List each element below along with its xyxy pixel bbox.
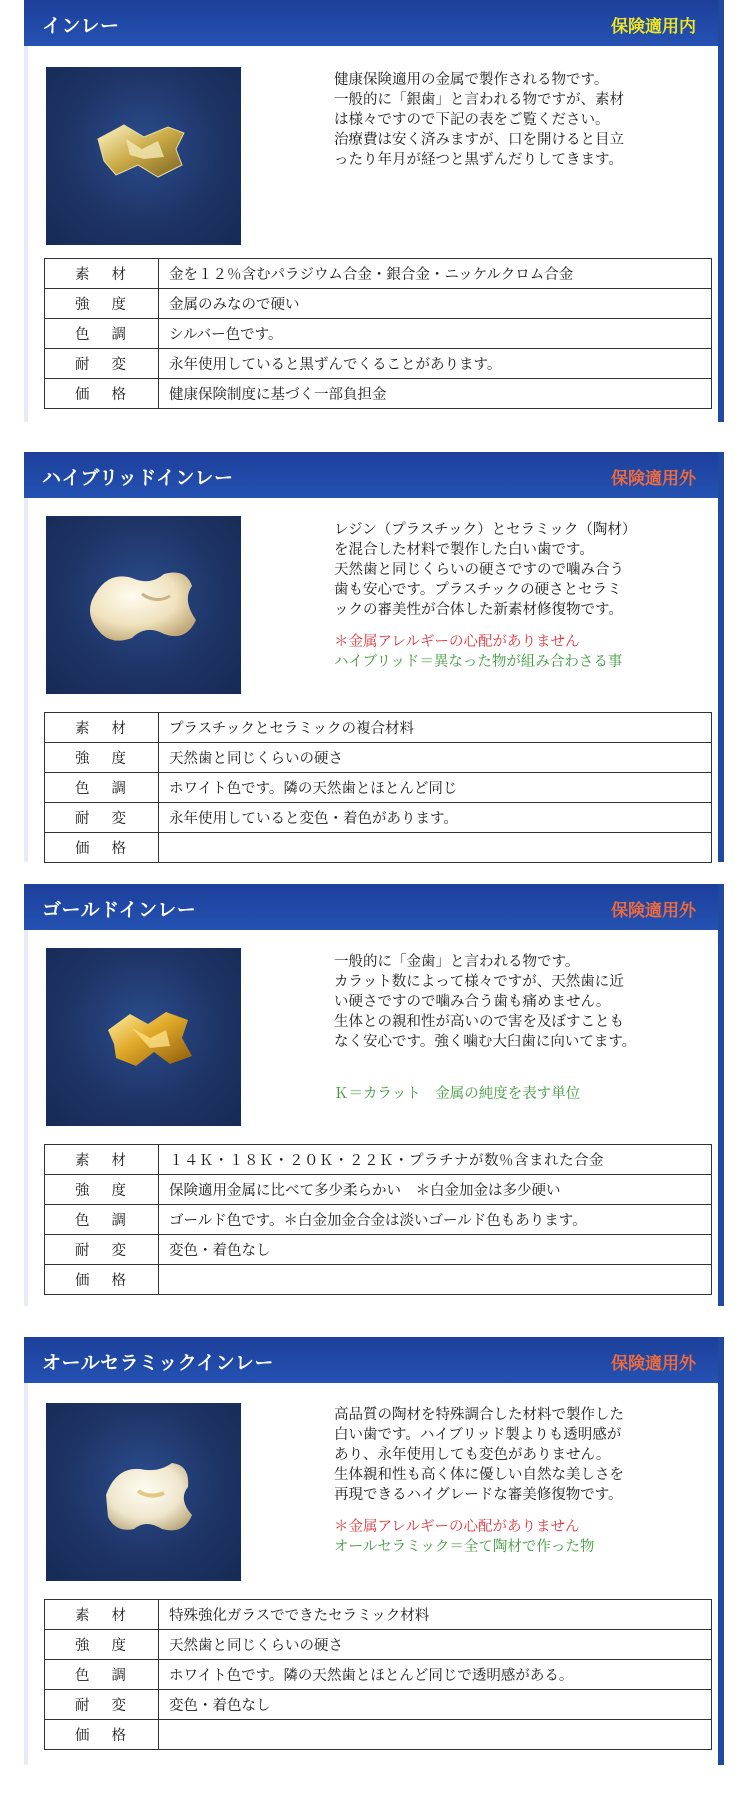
row-label: 素材 xyxy=(45,1145,159,1175)
row-label: 価格 xyxy=(45,379,159,409)
table-row xyxy=(45,833,712,863)
table-row xyxy=(45,319,712,349)
table-row xyxy=(45,1690,712,1720)
table-row xyxy=(45,1145,712,1175)
desc-line: なく安心です。強く噛む大臼歯に向いてます。 xyxy=(334,1034,637,1050)
row-label: 色調 xyxy=(45,773,159,803)
row-label: 素材 xyxy=(45,713,159,743)
row-label: 素材 xyxy=(45,259,159,289)
insurance-badge: 保険適用内 xyxy=(611,17,696,37)
row-label: 耐変 xyxy=(45,803,159,833)
row-label: 耐変 xyxy=(45,349,159,379)
insurance-badge: 保険適用外 xyxy=(611,901,696,921)
row-label: 強度 xyxy=(45,743,159,773)
row-value: 特殊強化ガラスでできたセラミック材料 xyxy=(159,1600,712,1630)
note-definition: オールセラミック＝全て陶材で作った物 xyxy=(334,1539,595,1555)
row-value: 天然歯と同じくらいの硬さ xyxy=(159,1630,712,1660)
table-row xyxy=(45,1175,712,1205)
row-label: 色調 xyxy=(45,319,159,349)
desc-line: あり、永年使用しても変色がありません。 xyxy=(334,1447,611,1463)
table-row xyxy=(45,773,712,803)
desc-line: 生体親和性も高く体に優しい自然な美しさを xyxy=(334,1467,624,1483)
desc-line: 一般的に「銀歯」と言われる物ですが、素材 xyxy=(334,92,624,108)
spacer xyxy=(334,1505,714,1517)
row-label: 価格 xyxy=(45,1265,159,1295)
section-header xyxy=(24,452,718,498)
row-label: 色調 xyxy=(45,1660,159,1690)
row-label: 強度 xyxy=(45,1175,159,1205)
row-value: ホワイト色です。隣の天然歯とほとんど同じで透明感がある。 xyxy=(159,1660,712,1690)
section-title: インレー xyxy=(42,15,120,37)
desc-line: 白い歯です。ハイブリッド製よりも透明感が xyxy=(334,1427,622,1443)
table-row xyxy=(45,1660,712,1690)
desc-line: 健康保険適用の金属で製作される物です。 xyxy=(334,72,609,88)
section-header xyxy=(24,0,718,46)
section-description xyxy=(334,70,714,170)
row-label: 耐変 xyxy=(45,1690,159,1720)
desc-line: を混合した材料で製作した白い歯です。 xyxy=(334,542,594,558)
desc-line: ックの審美性が合体した新素材修復物です。 xyxy=(334,602,623,618)
desc-line: 歯も安心です。プラスチックの硬さとセラミ xyxy=(334,582,622,598)
row-value: １４Ｋ・１８Ｋ・２０Ｋ・２２Ｋ・プラチナが数％含まれた合金 xyxy=(159,1145,712,1175)
desc-line: 高品質の陶材を特殊調合した材料で製作した xyxy=(334,1407,624,1423)
row-label: 色調 xyxy=(45,1205,159,1235)
desc-line: い硬さですので噛み合う歯も痛めません。 xyxy=(334,994,611,1010)
row-value: 保険適用金属に比べて多少柔らかい ＊白金加金は多少硬い xyxy=(159,1175,712,1205)
spacer xyxy=(334,620,714,632)
insurance-badge: 保険適用外 xyxy=(611,469,696,489)
note-allergy: ＊金属アレルギーの心配がありません xyxy=(334,1519,580,1535)
spacer xyxy=(334,1052,714,1084)
desc-line: 一般的に「金歯」と言われる物です。 xyxy=(334,954,580,970)
row-value xyxy=(159,1265,712,1295)
desc-line: は様々ですので下記の表をご覧ください。 xyxy=(334,112,610,128)
desc-line: ったり年月が経つと黒ずんだりしてきます。 xyxy=(334,152,623,168)
table-row xyxy=(45,803,712,833)
section-title: オールセラミックインレー xyxy=(42,1352,274,1374)
row-label: 耐変 xyxy=(45,1235,159,1265)
section-title: ハイブリッドインレー xyxy=(42,467,234,489)
hybrid-inlay-photo xyxy=(46,516,241,694)
section-description xyxy=(334,520,714,672)
table-row xyxy=(45,1265,712,1295)
row-label: 強度 xyxy=(45,1630,159,1660)
row-value: ホワイト色です。隣の天然歯とほとんど同じ xyxy=(159,773,712,803)
row-label: 価格 xyxy=(45,1720,159,1750)
row-value: 永年使用していると変色・着色があります。 xyxy=(159,803,712,833)
table-row xyxy=(45,379,712,409)
section-gold-inlay xyxy=(24,884,724,1306)
silver-inlay-photo xyxy=(46,67,241,245)
table-row xyxy=(45,1720,712,1750)
desc-line: 再現できるハイグレードな審美修復物です。 xyxy=(334,1487,623,1503)
table-row xyxy=(45,289,712,319)
table-row xyxy=(45,743,712,773)
section-header xyxy=(24,1337,718,1383)
spec-table xyxy=(44,712,712,863)
row-value: シルバー色です。 xyxy=(159,319,712,349)
section-inlay xyxy=(24,0,724,422)
row-value: 健康保険制度に基づく一部負担金 xyxy=(159,379,712,409)
desc-line: 天然歯と同じくらいの硬さですので噛み合う xyxy=(334,562,624,578)
desc-line: レジン（プラスチック）とセラミック（陶材） xyxy=(334,522,637,538)
note-definition: ハイブリッド＝異なった物が組み合わさる事 xyxy=(334,654,623,670)
row-value: 金属のみなので硬い xyxy=(159,289,712,319)
desc-line: カラット数によって様々ですが、天然歯に近 xyxy=(334,974,624,990)
table-row xyxy=(45,1630,712,1660)
row-value: 変色・着色なし xyxy=(159,1690,712,1720)
row-label: 素材 xyxy=(45,1600,159,1630)
gold-inlay-photo xyxy=(46,948,241,1126)
section-hybrid-inlay xyxy=(24,452,724,862)
row-value xyxy=(159,833,712,863)
note-definition: Ｋ＝カラット 金属の純度を表す単位 xyxy=(334,1086,581,1102)
table-row xyxy=(45,713,712,743)
row-label: 強度 xyxy=(45,289,159,319)
insurance-badge: 保険適用外 xyxy=(611,1354,696,1374)
row-value: 金を１２％含むパラジウム合金・銀合金・ニッケルクロム合金 xyxy=(159,259,712,289)
table-row xyxy=(45,1600,712,1630)
note-allergy: ＊金属アレルギーの心配がありません xyxy=(334,634,580,650)
section-all-ceramic-inlay xyxy=(24,1337,724,1765)
row-value: プラスチックとセラミックの複合材料 xyxy=(159,713,712,743)
section-description xyxy=(334,952,714,1104)
section-description xyxy=(334,1405,714,1557)
spec-table xyxy=(44,1599,712,1750)
table-row xyxy=(45,259,712,289)
row-value xyxy=(159,1720,712,1750)
section-title: ゴールドインレー xyxy=(42,899,197,921)
row-value: 天然歯と同じくらいの硬さ xyxy=(159,743,712,773)
section-header xyxy=(24,884,718,930)
table-row xyxy=(45,349,712,379)
row-value: ゴールド色です。＊白金加金合金は淡いゴールド色もあります。 xyxy=(159,1205,712,1235)
spec-table xyxy=(44,1144,712,1295)
table-row xyxy=(45,1235,712,1265)
desc-line: 治療費は安く済みますが、口を開けると目立 xyxy=(334,132,624,148)
row-label: 価格 xyxy=(45,833,159,863)
desc-line: 生体との親和性が高いので害を及ぼすことも xyxy=(334,1014,624,1030)
ceramic-inlay-photo xyxy=(46,1403,241,1581)
row-value: 永年使用していると黒ずんでくることがあります。 xyxy=(159,349,712,379)
spec-table xyxy=(44,258,712,409)
row-value: 変色・着色なし xyxy=(159,1235,712,1265)
table-row xyxy=(45,1205,712,1235)
